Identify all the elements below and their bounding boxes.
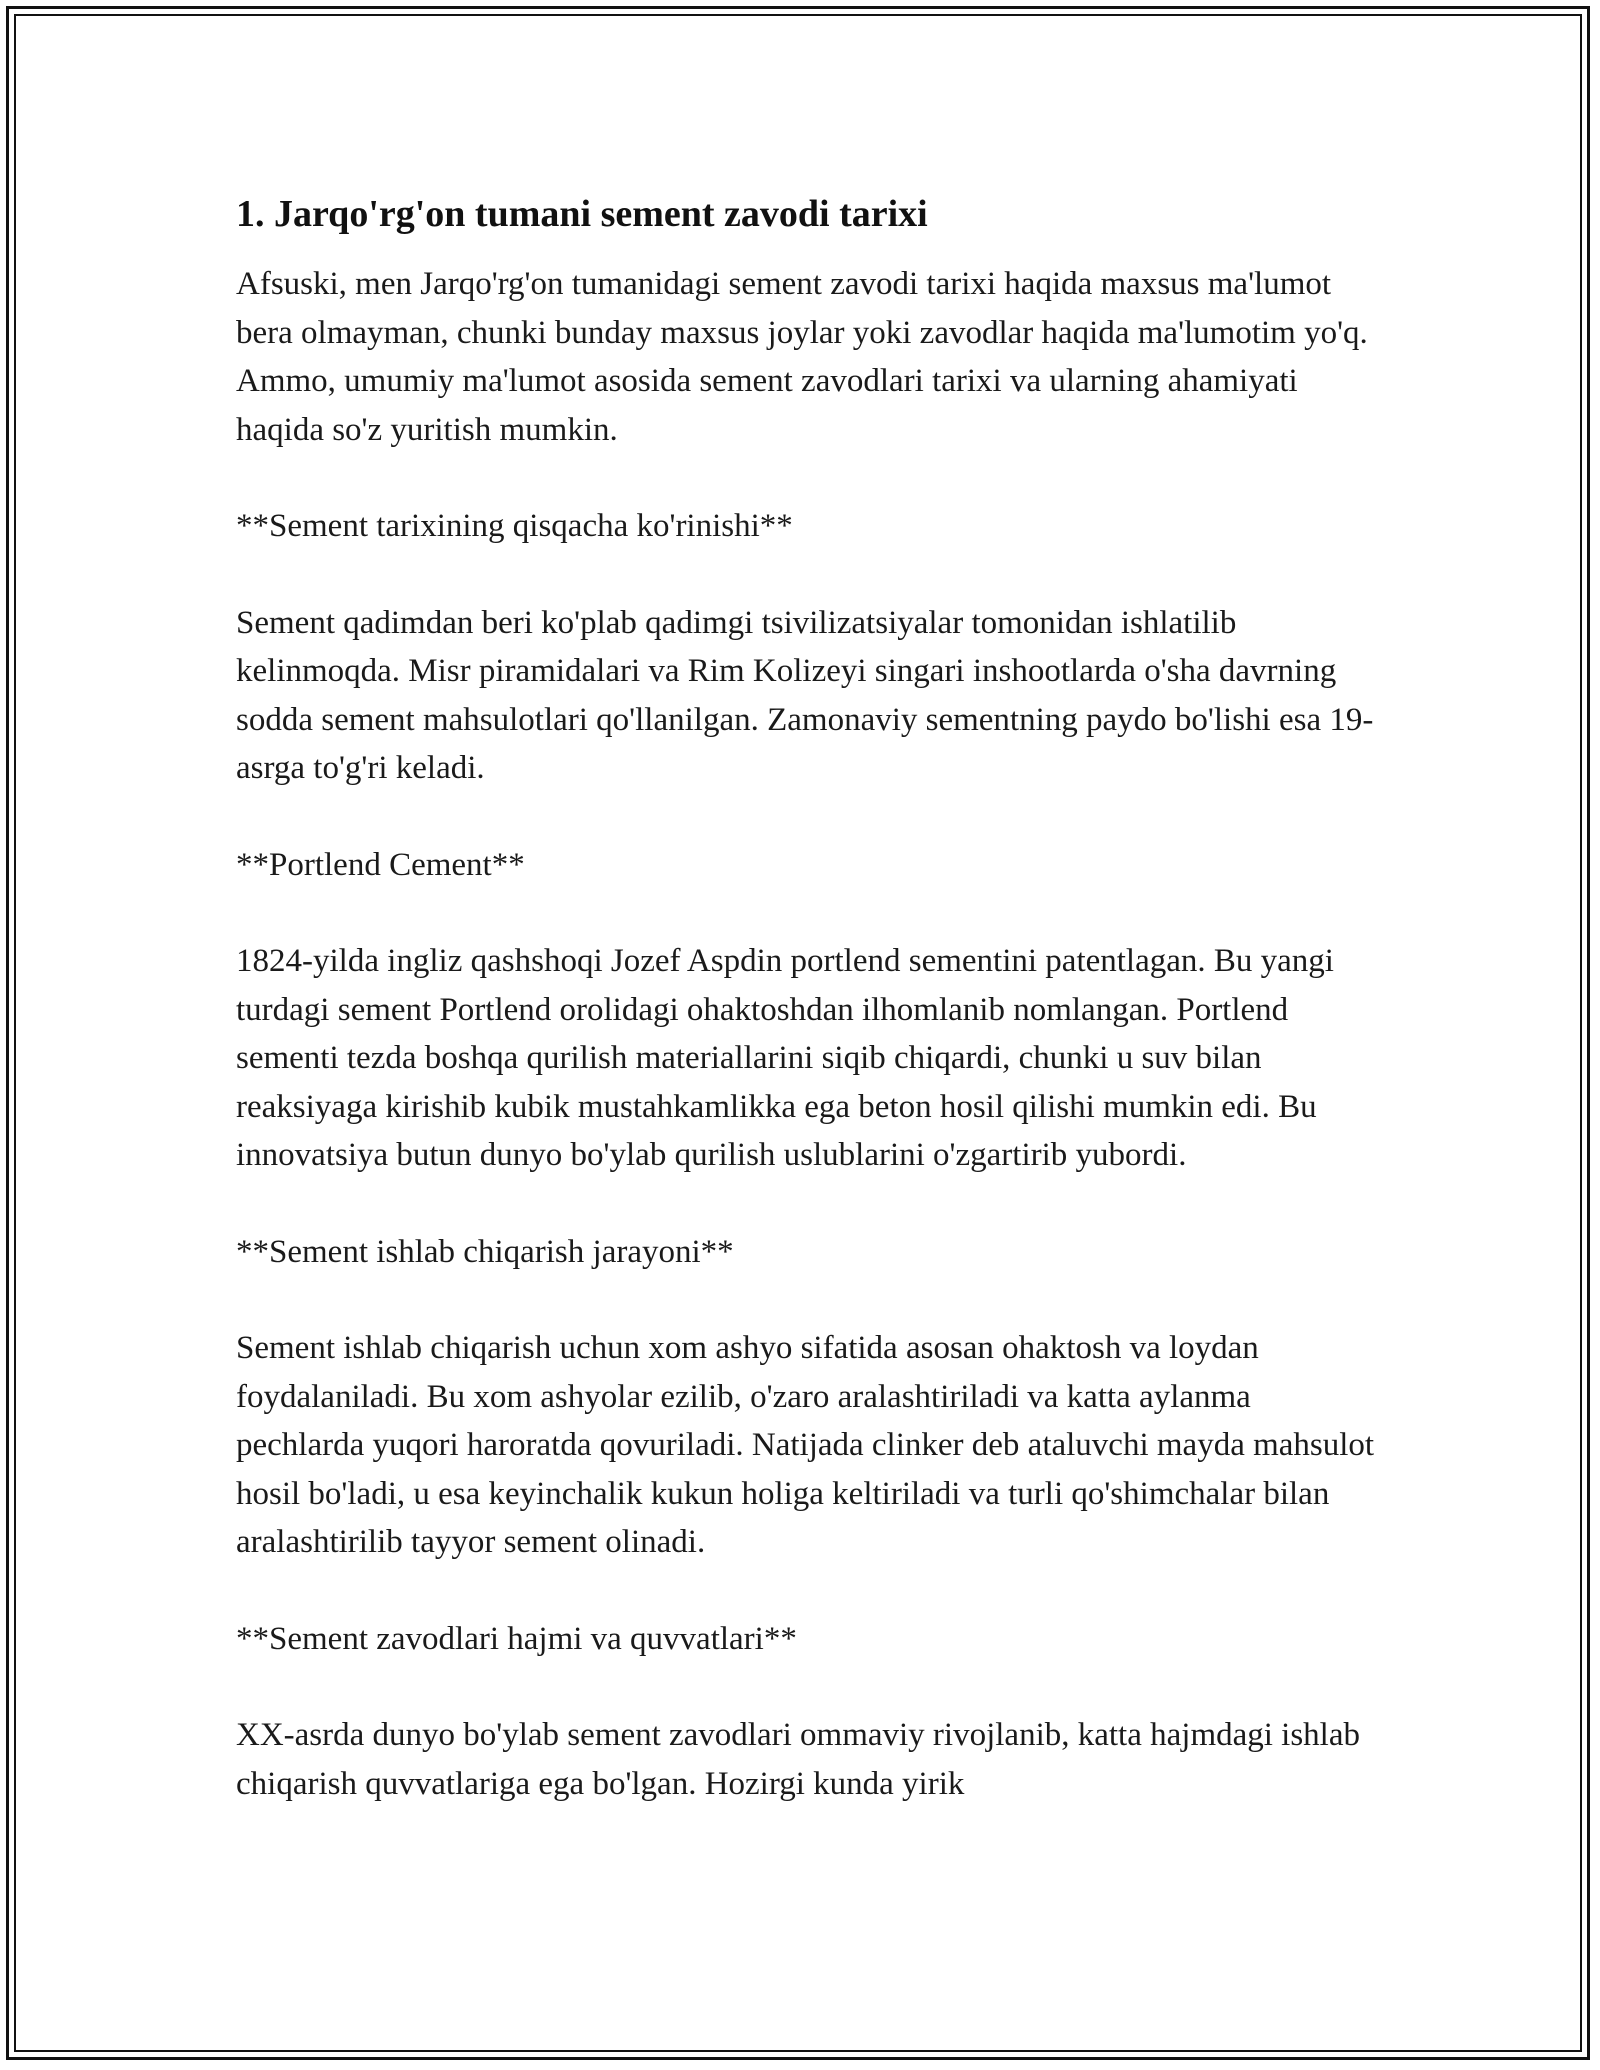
paragraph-heading-capacity: **Sement zavodlari hajmi va quvvatlari** [236,1620,797,1657]
paragraph-portland: 1824-yilda ingliz qashshoqi Jozef Aspdin portlend sementini patentlagan. Bu yangi turdagi sement Portlend orolidagi ohaktoshdan ilhomlanib nomlangan. Portlend sementi tezda boshqa qurilish materiallarini siqib chiqardi, chunki u suv bilan reaksiyaga kirishib kubik mustahkamlikka ega beton hosil qilishi mumkin edi. Bu innovatsiya butun dunyo bo'ylab qurilish uslublarini o'zgartirib yubordi. [236,943,1334,1173]
paragraph-heading-portland: **Portlend Cement** [236,846,525,883]
document-title: 1. Jarqo'rg'on tumani sement zavodi tarixi [236,193,928,235]
paragraph-heading-production: **Sement ishlab chiqarish jarayoni** [236,1233,734,1270]
paragraph-history: Sement qadimdan beri ko'plab qadimgi tsivilizatsiyalar tomonidan ishlatilib kelinmoqda. Misr piramidalari va Rim Kolizeyi singari inshootlarda o'sha davrning sodda sement mahsulotlari qo'llanilgan. Zamonaviy sementning paydo bo'lishi esa 19-asrga to'g'ri keladi. [236,604,1374,786]
paragraph-heading-history: **Sement tarixining qisqacha ko'rinishi** [236,508,793,544]
paragraph-production: Sement ishlab chiqarish uchun xom ashyo sifatida asosan ohaktosh va loydan foydalaniladi. Bu xom ashyolar ezilib, o'zaro aralashtiriladi va katta aylanma pechlarda yuqori haroratda qovuriladi. Natijada clinker deb ataluvchi mayda mahsulot hosil bo'ladi, u esa keyinchalik kukun holiga keltiriladi va turli qo'shimchalar bilan aralashtirilib tayyor sement olinadi. [236,1330,1375,1560]
paragraph-intro: Afsuski, men Jarqo'rg'on tumanidagi sement zavodi tarixi haqida maxsus ma'lumot bera olmayman, chunki bunday maxsus joylar yoki zavodlar haqida ma'lumotim yo'q. Ammo, umumiy ma'lumot asosida sement zavodlari tarixi va ularning ahamiyati haqida so'z yuritish mumkin. [236,266,1368,448]
paragraph-capacity: XX-asrda dunyo bo'ylab sement zavodlari ommaviy rivojlanib, katta hajmdagi ishlab chiqarish quvvatlariga ega bo'lgan. Hozirgi kunda yirik [236,1717,1360,1802]
document-body [236,186,1376,1856]
